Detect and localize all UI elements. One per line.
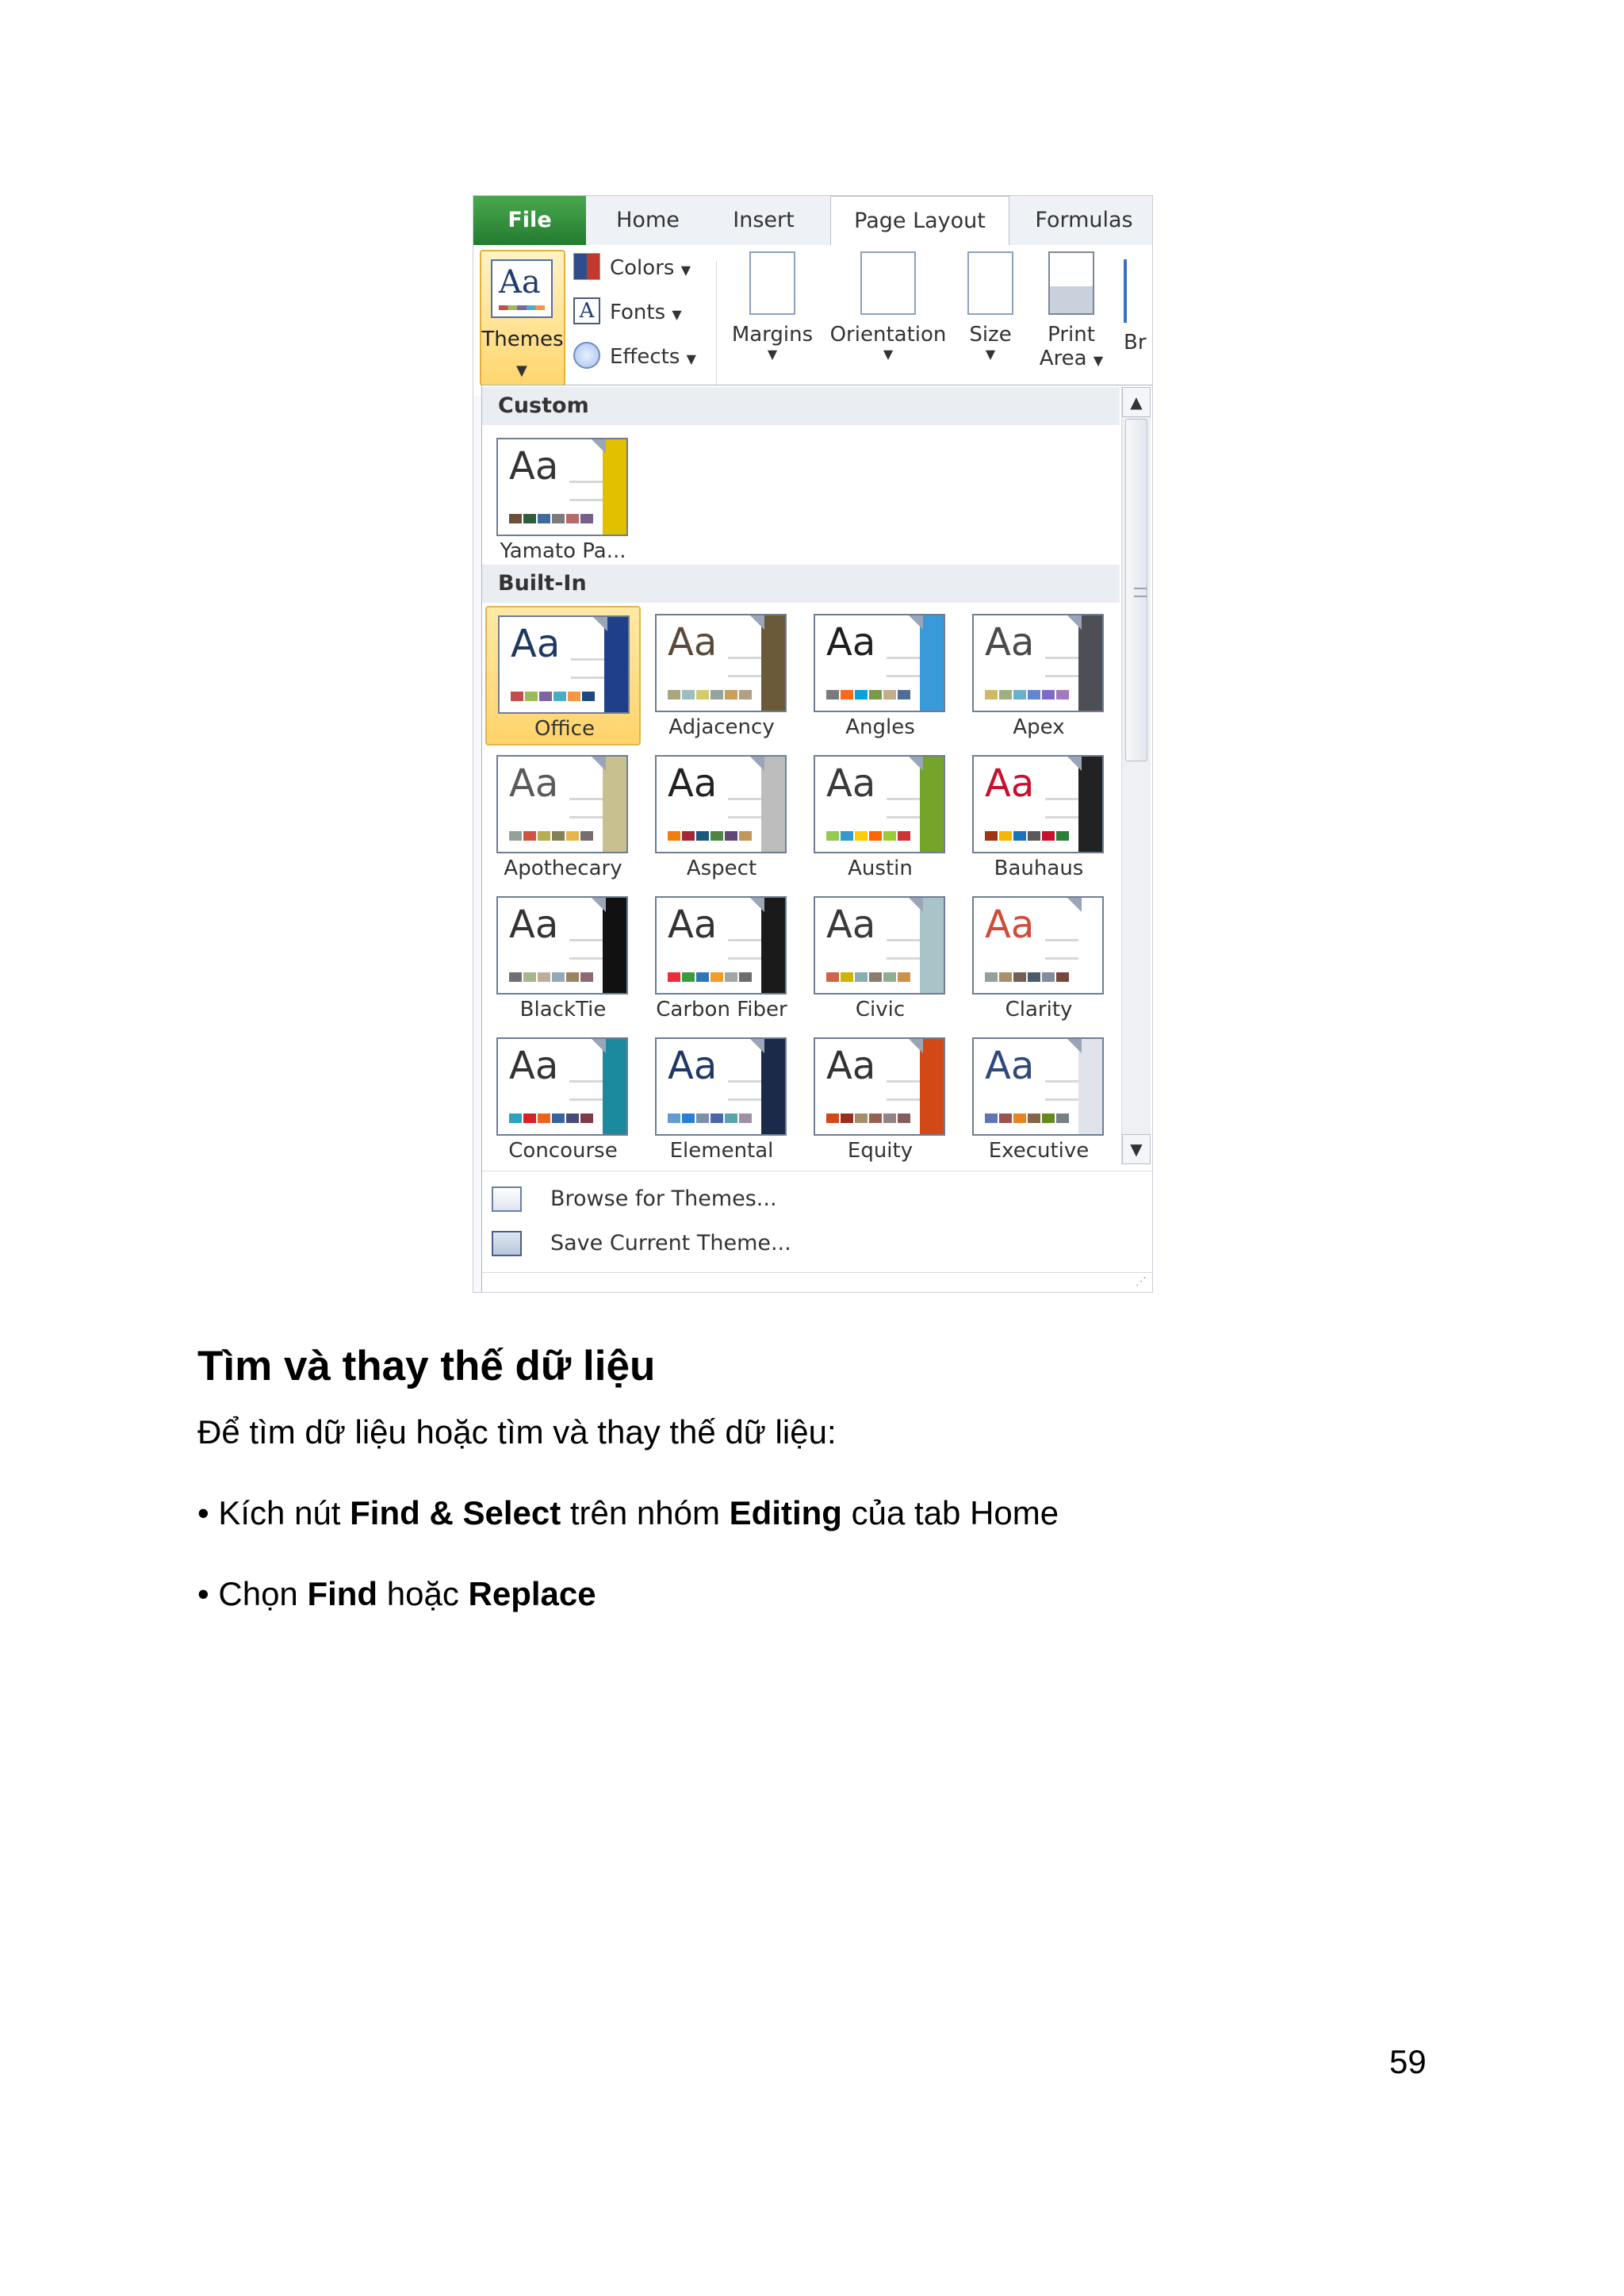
theme-preview-icon: Aa [496, 896, 628, 995]
theme-preview-icon: Aa [972, 896, 1104, 995]
chevron-down-icon: ▼ [1093, 353, 1104, 368]
theme-thumbnail[interactable] [644, 888, 799, 1028]
theme-preview-icon: Aa [496, 755, 628, 853]
themes-icon: Aa [491, 259, 553, 318]
scrollbar-thumb[interactable] [1125, 419, 1147, 761]
theme-preview-icon: Aa [814, 896, 945, 995]
bullet-bold-text: Editing [729, 1494, 842, 1531]
size-label: Size [969, 323, 1012, 347]
theme-thumbnail[interactable] [961, 747, 1116, 887]
scroll-up-arrow-icon[interactable]: ▲ [1122, 387, 1151, 417]
tab-insert[interactable]: Insert [733, 208, 795, 232]
theme-preview-icon: Aa [496, 438, 628, 536]
theme-name-label: Equity [847, 1139, 914, 1163]
ribbon-page-layout [473, 245, 1153, 396]
margins-button[interactable] [727, 251, 818, 362]
theme-preview-icon: Aa [655, 614, 787, 712]
theme-preview-icon: Aa [655, 755, 787, 853]
theme-thumbnail[interactable] [802, 747, 958, 887]
colors-button[interactable] [573, 250, 691, 286]
section-header-built-in: Built-In [482, 565, 1120, 603]
ribbon-tab-bar [473, 196, 1153, 246]
save-current-theme-item[interactable] [482, 1221, 1153, 1266]
intro-paragraph: Để tìm dữ liệu hoặc tìm và thay thế dữ liệu: [197, 1413, 837, 1451]
effects-icon [573, 342, 600, 369]
theme-name-label: Bauhaus [994, 857, 1084, 880]
theme-name-label: Executive [988, 1139, 1090, 1163]
theme-name-label: Aspect [686, 857, 757, 880]
chevron-down-icon: ▼ [767, 347, 778, 362]
themes-button[interactable] [480, 250, 565, 386]
excel-themes-screenshot [473, 195, 1153, 1293]
theme-thumbnail[interactable] [961, 606, 1116, 746]
bullet-bold-text: Find & Select [350, 1494, 561, 1531]
tab-page-layout[interactable]: Page Layout [830, 196, 1009, 245]
theme-preview-icon: Aa [972, 755, 1104, 853]
theme-thumbnail[interactable] [644, 747, 799, 887]
theme-preview-icon: Aa [655, 1037, 787, 1136]
theme-thumbnail[interactable] [802, 606, 958, 746]
section-heading: Tìm và thay thế dữ liệu [197, 1343, 656, 1389]
themes-gallery [481, 385, 1153, 1293]
browse-for-themes-label: Browse for Themes... [550, 1186, 777, 1211]
gallery-scrollbar[interactable] [1121, 387, 1151, 1164]
theme-thumbnail[interactable] [485, 1029, 641, 1169]
printer-icon [1048, 251, 1094, 315]
fonts-label: Fonts [610, 301, 666, 324]
theme-name-label: Elemental [669, 1139, 774, 1163]
chevron-down-icon: ▼ [672, 307, 682, 322]
theme-name-label: Carbon Fiber [656, 998, 787, 1022]
orientation-icon [860, 251, 916, 315]
theme-thumbnail[interactable] [802, 888, 958, 1028]
theme-thumbnail[interactable] [485, 747, 641, 887]
theme-name-label: Concourse [508, 1139, 618, 1163]
theme-name-label: Apothecary [504, 857, 622, 880]
tab-home[interactable]: Home [616, 208, 680, 232]
size-button[interactable] [959, 251, 1022, 362]
theme-thumbnail[interactable] [802, 1029, 958, 1169]
save-icon [492, 1231, 522, 1256]
theme-name-label: BlackTie [519, 998, 607, 1022]
bullet-bold-text: Replace [468, 1575, 596, 1612]
effects-button[interactable] [573, 339, 696, 375]
theme-preview-icon: Aa [498, 615, 630, 714]
breaks-label: Br [1124, 331, 1147, 355]
menu-divider [482, 1272, 1153, 1273]
bullet-text: của tab Home [841, 1494, 1059, 1531]
colors-icon [573, 253, 600, 280]
theme-preview-icon: Aa [814, 614, 945, 712]
bullet-item-1 [197, 1494, 1059, 1532]
themes-label: Themes [481, 328, 564, 351]
theme-thumbnail[interactable] [485, 430, 641, 569]
scroll-down-arrow-icon[interactable]: ▼ [1122, 1134, 1151, 1164]
grip-icon [1134, 588, 1147, 597]
theme-thumbnail[interactable] [961, 888, 1116, 1028]
fonts-button[interactable] [573, 294, 682, 331]
theme-preview-icon: Aa [655, 896, 787, 995]
chevron-down-icon: ▼ [516, 362, 527, 379]
section-header-custom: Custom [482, 387, 1120, 425]
chevron-down-icon: ▼ [985, 347, 996, 362]
theme-name-label: Office [534, 717, 595, 741]
bullet-text: hoặc [377, 1575, 469, 1612]
browse-for-themes-item[interactable] [482, 1177, 1153, 1221]
resize-grip-icon[interactable]: ⋰ [1136, 1275, 1147, 1288]
chevron-down-icon: ▼ [686, 351, 696, 366]
theme-name-label: Civic [855, 998, 906, 1022]
theme-thumbnail[interactable] [485, 888, 641, 1028]
theme-thumbnail[interactable] [644, 1029, 799, 1169]
orientation-button[interactable] [822, 251, 954, 362]
page-number: 59 [1389, 2043, 1427, 2080]
theme-name-label: Angles [845, 715, 915, 739]
fonts-icon: A [573, 297, 600, 324]
folder-icon [492, 1186, 522, 1212]
orientation-label: Orientation [829, 323, 947, 347]
margins-label: Margins [731, 323, 814, 347]
bullet-bold-text: Find [307, 1575, 378, 1612]
theme-preview-icon: Aa [972, 1037, 1104, 1136]
group-separator [716, 261, 717, 388]
theme-name-label: Yamato Pa... [500, 539, 626, 563]
effects-label: Effects [610, 345, 680, 369]
theme-name-label: Apex [1013, 715, 1065, 739]
theme-preview-icon: Aa [814, 1037, 945, 1136]
theme-thumbnail[interactable] [485, 606, 641, 746]
theme-thumbnail[interactable] [961, 1029, 1116, 1169]
tab-file[interactable]: File [473, 196, 586, 245]
tab-formulas[interactable]: Formulas [1035, 208, 1133, 232]
bullet-text: • Chọn [197, 1575, 308, 1612]
theme-preview-icon: Aa [972, 614, 1104, 712]
theme-name-label: Austin [848, 857, 913, 880]
breaks-icon [1124, 259, 1136, 323]
bullet-item-2 [197, 1575, 596, 1613]
print-area-label-2: Area [1039, 347, 1087, 370]
theme-preview-icon: Aa [496, 1037, 628, 1136]
margins-icon [749, 251, 795, 315]
theme-thumbnail[interactable] [644, 606, 799, 746]
bullet-text: trên nhóm [561, 1494, 730, 1531]
theme-name-label: Adjacency [668, 715, 775, 739]
theme-name-label: Clarity [1005, 998, 1073, 1022]
save-current-theme-label: Save Current Theme... [550, 1231, 791, 1255]
colors-label: Colors [610, 256, 675, 280]
chevron-down-icon: ▼ [680, 263, 691, 278]
bullet-text: • Kích nút [197, 1494, 350, 1531]
chevron-down-icon: ▼ [883, 347, 894, 362]
print-area-button[interactable] [1030, 251, 1113, 373]
size-icon [967, 251, 1013, 315]
print-area-label-1: Print [1048, 323, 1095, 347]
breaks-button[interactable] [1124, 251, 1153, 355]
theme-preview-icon: Aa [814, 755, 945, 853]
